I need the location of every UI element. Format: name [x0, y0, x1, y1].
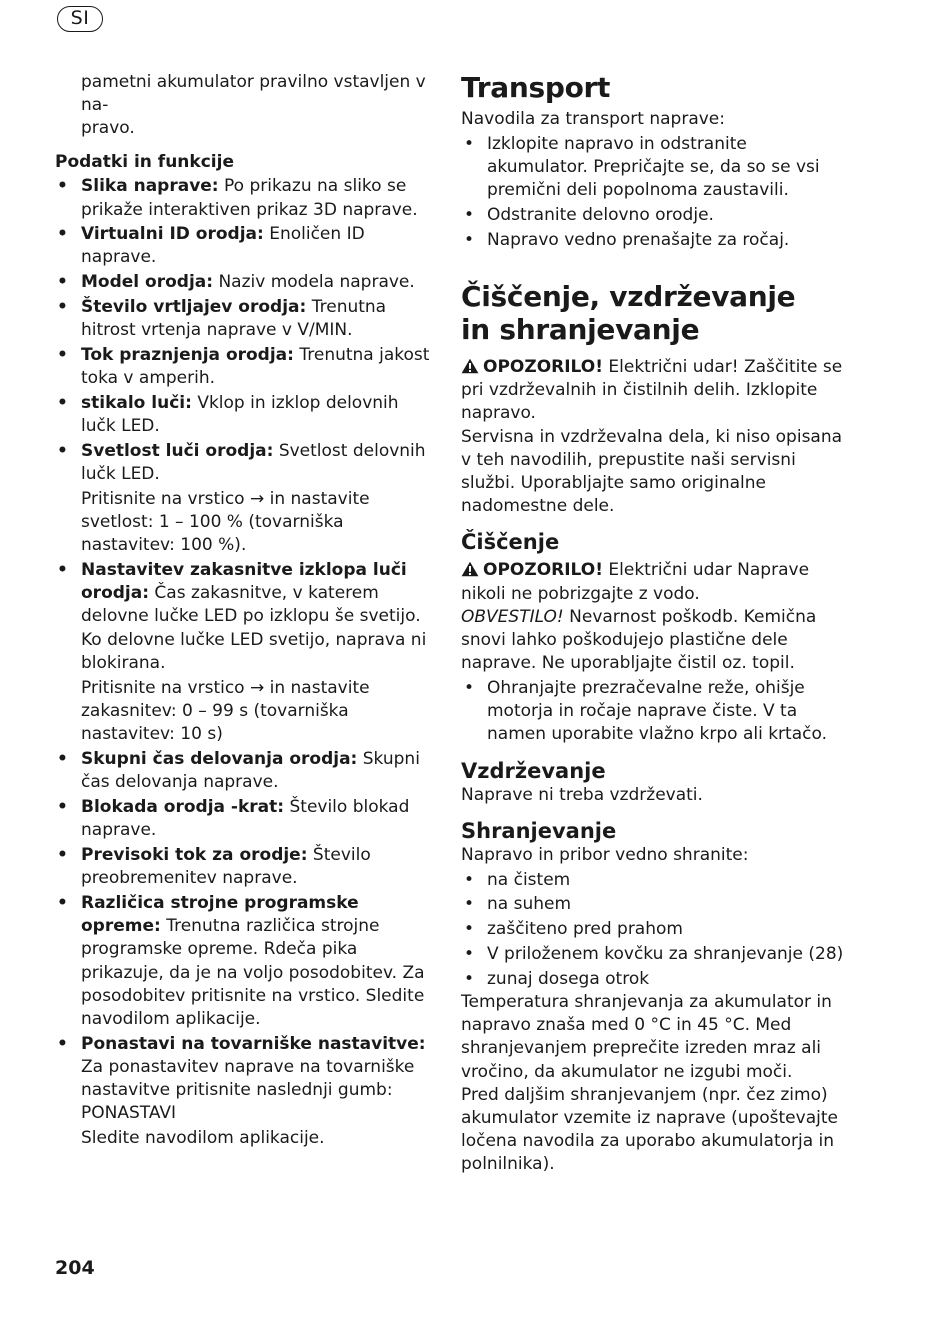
list-item — [55, 223, 430, 269]
page-number: 204 — [55, 1257, 95, 1279]
list-item — [461, 918, 851, 941]
bullet-icon: • — [57, 392, 68, 413]
service-text: Servisna in vzdrževalna dela, ki niso opisana v teh navodilih, prepustite naši servisni službi. Uporabljajte samo originalne nadomestne dele. — [461, 426, 843, 517]
list-item — [461, 677, 851, 747]
bullet-icon: • — [464, 968, 475, 989]
list-item-text: zunaj dosega otrok — [487, 968, 650, 989]
feature-term: Ponastavi na tovarniške nastavitve: — [81, 1033, 426, 1054]
feature-term: Število vrtljajev orodja: — [81, 296, 307, 317]
cleaning-warning — [461, 559, 851, 605]
feature-term: Slika naprave: — [81, 176, 219, 197]
bullet-icon: • — [464, 919, 475, 940]
bullet-icon: • — [464, 894, 475, 915]
feature-term: Blokada orodja -krat: — [81, 797, 285, 818]
list-item — [55, 796, 430, 842]
notice-text: Nevarnost poškodb. Kemična snovi lahko poškodujejo plastične dele naprave. Ne uporabljajte čistil oz. topil. — [461, 606, 817, 674]
list-item — [461, 229, 851, 252]
feature-note: Pritisnite na vrstico → in nastavite zakasnitev: 0 – 99 s (tovarniška nastavitev: 10 s) — [81, 678, 370, 745]
list-item-text: Napravo vedno prenašajte za ročaj. — [487, 229, 790, 250]
transport-list — [461, 133, 851, 252]
section-heading-features: Podatki in funkcije — [55, 151, 234, 172]
language-badge: SI — [57, 6, 103, 32]
feature-term: Previsoki tok za orodje: — [81, 845, 308, 865]
warning-label: OPOZORILO! — [483, 560, 603, 581]
feature-text: Trenutna različica strojne programske opreme. Rdeča pika prikazuje, da je na voljo posodobitev. Za posodobitev pritisnite na vrstico. Sledite navodilom aplikacije. — [81, 916, 425, 1029]
title-line: in shranjevanje — [461, 313, 700, 346]
notice-label: OBVESTILO! — [461, 606, 564, 627]
feature-text: Naziv modela naprave. — [213, 272, 415, 293]
storage-temperature-text: Temperatura shranjevanja za akumulator in napravo znaša med 0 °C in 45 °C. Med shranjevanjem preprečite izreden mraz ali vročino, da akumulator ne izgubi moči. — [461, 992, 832, 1082]
bullet-icon: • — [464, 678, 475, 699]
list-item-text: Ohranjajte prezračevalne reže, ohišje motorja in ročaje naprave čiste. V ta namen uporabite vlažno krpo ali krtačo. — [487, 678, 827, 745]
cleaning-list — [461, 677, 851, 747]
transport-intro: Navodila za transport naprave: — [461, 109, 725, 129]
list-item — [461, 869, 851, 892]
storage-title: Shranjevanje — [461, 818, 617, 843]
feature-term: Skupni čas delovanja orodja: — [81, 749, 358, 770]
intro-text: pametni akumulator pravilno vstavljen v na- pravo. — [81, 72, 426, 139]
list-item-text: zaščiteno pred prahom — [487, 919, 683, 940]
feature-text: Število preobremenitev naprave. — [81, 845, 371, 889]
bullet-icon: • — [57, 749, 68, 770]
bullet-icon: • — [57, 892, 68, 913]
bullet-icon: • — [464, 944, 475, 965]
list-item-text: Odstranite delovno orodje. — [487, 205, 714, 225]
bullet-icon: • — [57, 224, 68, 245]
list-item — [461, 943, 851, 966]
bullet-icon: • — [57, 560, 68, 581]
cleaning-maintenance-title — [461, 280, 851, 346]
warning-label: OPOZORILO! — [483, 357, 603, 377]
warning-text: Električni udar Naprave nikoli ne pobrizgajte z vodo. — [461, 560, 810, 604]
feature-list — [55, 175, 430, 1150]
bullet-icon: • — [464, 229, 475, 250]
feature-term: Model orodja: — [81, 272, 214, 293]
left-column — [55, 71, 430, 1151]
feature-text: Skupni čas delovanja naprave. — [81, 749, 420, 793]
list-item — [55, 440, 430, 558]
list-item — [55, 559, 430, 747]
list-item-text: na čistem — [487, 869, 571, 890]
feature-note: Sledite navodilom aplikacije. — [81, 1128, 325, 1149]
feature-text: Trenutna hitrost vrtenja naprave v V/MIN. — [81, 296, 387, 341]
list-item — [55, 1033, 430, 1151]
maintenance-text: Naprave ni treba vzdrževati. — [461, 784, 703, 805]
list-item — [461, 133, 851, 203]
bullet-icon: • — [57, 845, 68, 865]
feature-text: Svetlost delovnih lučk LED. — [81, 440, 426, 484]
warning-triangle-icon — [461, 561, 479, 577]
feature-text: Število blokad naprave. — [81, 797, 410, 841]
list-item-text: Izklopite napravo in odstranite akumulator. Prepričajte se, da so se vsi premični deli popolnoma zaustavili. — [487, 133, 820, 201]
feature-term: Virtualni ID orodja: — [81, 224, 264, 245]
bullet-icon: • — [57, 296, 68, 317]
list-item-text: na suhem — [487, 894, 572, 915]
bullet-icon: • — [57, 176, 68, 197]
list-item — [461, 204, 851, 227]
feature-text: Enoličen ID naprave. — [81, 224, 365, 268]
list-item-text: V priloženem kovčku za shranjevanje (28) — [487, 944, 844, 965]
bullet-icon: • — [57, 440, 68, 461]
list-item — [55, 175, 430, 221]
electric-shock-warning — [461, 356, 851, 426]
title-line: Čiščenje, vzdrževanje — [461, 280, 796, 313]
transport-title: Transport — [461, 71, 611, 104]
feature-text: Trenutna jakost toka v amperih. — [81, 344, 430, 388]
bullet-icon: • — [464, 133, 475, 154]
list-item — [55, 344, 430, 390]
feature-term: Svetlost luči orodja: — [81, 440, 274, 461]
feature-term: Nastavitev zakasnitve izklopa luči orodja: — [81, 560, 407, 604]
feature-note: Pritisnite na vrstico → in nastavite svetlost: 1 – 100 % (tovarniška nastavitev: 100 %). — [81, 488, 370, 556]
storage-list — [461, 869, 851, 991]
feature-term: Tok praznjenja orodja: — [81, 344, 294, 365]
bullet-icon: • — [57, 272, 68, 293]
list-item — [55, 892, 430, 1031]
feature-text: Čas zakasnitve, v katerem delovne lučke LED po izklopu še svetijo. Ko delovne lučke LED svetijo, naprava ni blokirana. — [81, 583, 427, 673]
list-item — [55, 748, 430, 794]
list-item — [461, 968, 851, 991]
bullet-icon: • — [57, 1033, 68, 1054]
list-item — [55, 296, 430, 342]
bullet-icon: • — [464, 205, 475, 225]
storage-long-term-text: Pred daljšim shranjevanjem (npr. čez zimo) akumulator vzemite iz naprave (upoštevajte ločena navodila za uporabo akumulatorja in polnilnika). — [461, 1084, 838, 1175]
cleaning-notice — [461, 606, 851, 676]
feature-text: Po prikazu na sliko se prikaže interaktiven prikaz 3D naprave. — [81, 176, 418, 220]
feature-term: Različica strojne programske opreme: — [81, 892, 359, 937]
storage-intro: Napravo in pribor vedno shranite: — [461, 844, 749, 865]
list-item — [55, 844, 430, 890]
bullet-icon: • — [57, 797, 68, 818]
warning-text: Električni udar! Zaščitite se pri vzdrževalnih in čistilnih delih. Izklopite napravo. — [461, 357, 843, 424]
bullet-icon: • — [464, 869, 475, 890]
list-item — [461, 893, 851, 916]
bullet-icon: • — [57, 344, 68, 365]
warning-triangle-icon — [461, 358, 479, 374]
feature-text: Za ponastavitev naprave na tovarniške nastavitve pritisnite naslednji gumb: PONASTAVI — [81, 1056, 415, 1124]
cleaning-title: Čiščenje — [461, 530, 560, 555]
maintenance-title: Vzdrževanje — [461, 758, 606, 783]
feature-term: stikalo luči: — [81, 392, 192, 413]
right-column — [461, 71, 851, 1177]
feature-text: Vklop in izklop delovnih lučk LED. — [81, 392, 399, 436]
list-item — [55, 271, 430, 294]
list-item — [55, 392, 430, 438]
